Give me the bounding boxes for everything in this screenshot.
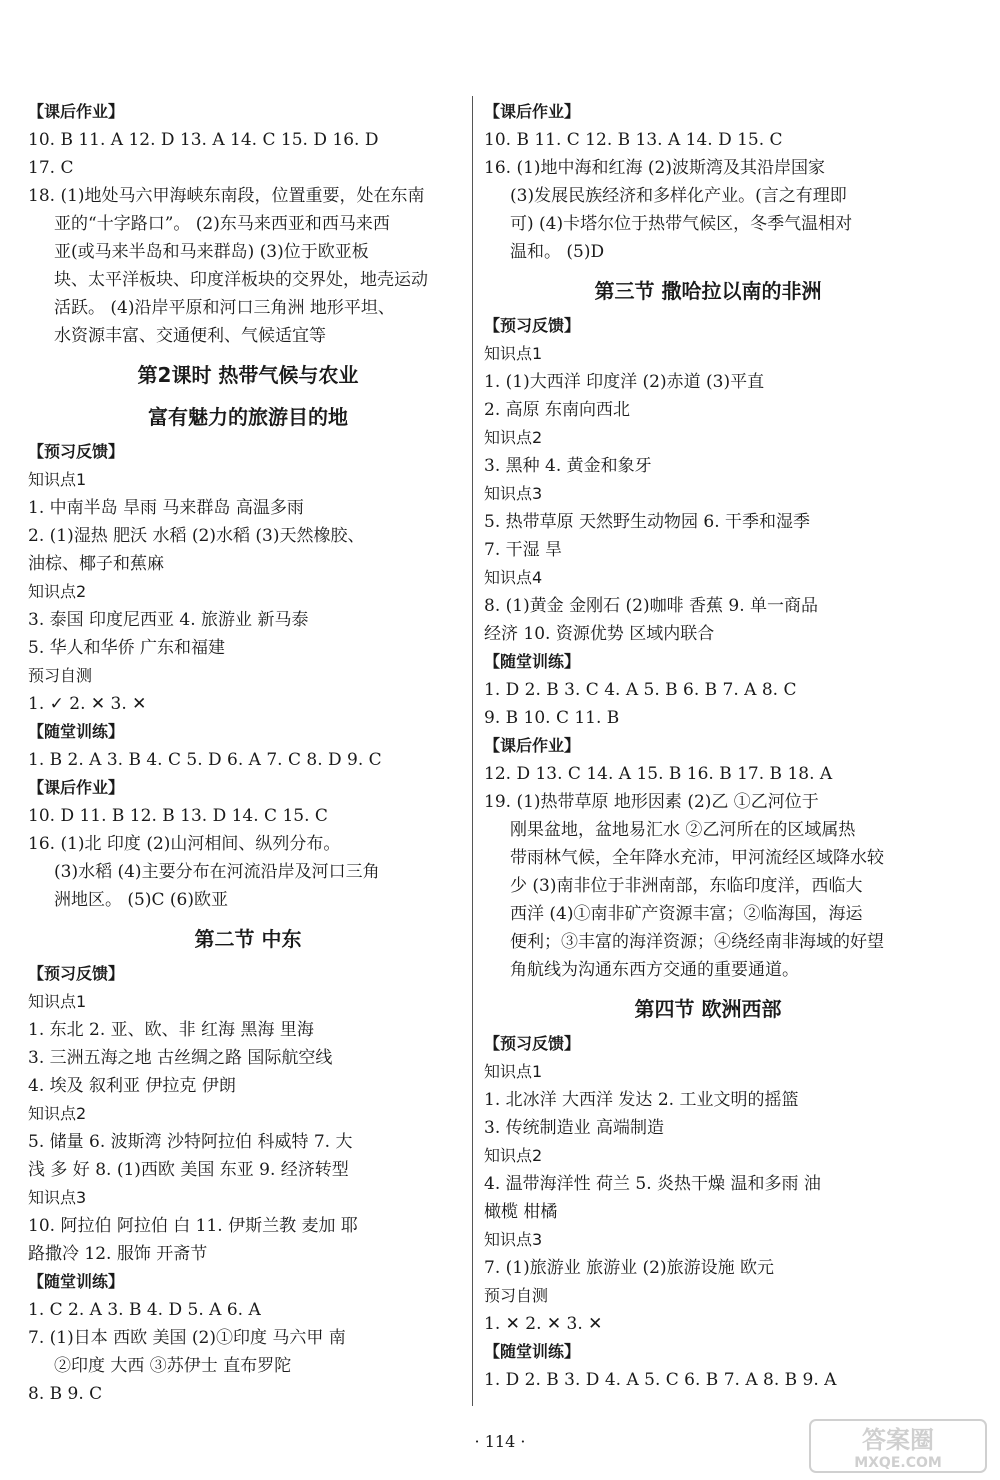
answer-line: 1. 北冰洋 大西洋 发达 2. 工业文明的摇篮	[484, 1090, 799, 1110]
section-label: 【预习反馈】	[484, 1034, 581, 1053]
section-label: 【预习反馈】	[28, 442, 125, 461]
answer-line-wrap: 浅 多 好 8. (1)西欧 美国 东亚 9. 经济转型	[28, 1160, 349, 1180]
answer-line: 3. 三洲五海之地 古丝绸之路 国际航空线	[28, 1048, 333, 1068]
left-column	[28, 98, 468, 1408]
subsection-label: 知识点3	[28, 1188, 87, 1207]
section-label: 【随堂训练】	[484, 652, 581, 671]
answer-line: 10. B 11. A 12. D 13. A 14. C 15. D 16. D	[28, 130, 379, 150]
answer-line: 1. C 2. A 3. B 4. D 5. A 6. A	[28, 1300, 261, 1320]
answer-line: 5. 热带草原 天然野生动物园 6. 干季和湿季	[484, 512, 811, 532]
answer-line: 4. 温带海洋性 荷兰 5. 炎热干燥 温和多雨 油	[484, 1174, 821, 1194]
answer-line: 1. ✓ 2. ✕ 3. ✕	[28, 694, 147, 714]
answer-line-continued: (3)发展民族经济和多样化产业。(言之有理即	[510, 186, 847, 206]
subsection-label: 知识点1	[28, 992, 87, 1011]
answer-line-continued: 刚果盆地，盆地易汇水 ②乙河所在的区域属热	[510, 820, 856, 840]
watermark-logo	[808, 1418, 988, 1474]
answer-line-wrap: 路撒冷 12. 服饰 开斋节	[28, 1244, 208, 1264]
answer-line-continued: 角航线为沟通东西方交通的重要通道。	[510, 960, 799, 980]
answer-line: 16. (1)地中海和红海 (2)波斯湾及其沿岸国家	[484, 158, 826, 178]
section-label: 【随堂训练】	[484, 1342, 581, 1361]
subsection-label: 预习自测	[484, 1286, 549, 1305]
answer-line-continued: 活跃。 (4)沿岸平原和河口三角洲 地形平坦、	[54, 298, 395, 318]
right-column	[484, 98, 932, 1394]
answer-line: 3. 黑种 4. 黄金和象牙	[484, 456, 652, 476]
answer-line-continued: 水资源丰富、交通便利、气候适宜等	[54, 326, 326, 346]
answer-line: 4. 埃及 叙利亚 伊拉克 伊朗	[28, 1076, 236, 1096]
watermark-site: MXQE.COM	[854, 1455, 942, 1471]
answer-line: 10. D 11. B 12. B 13. D 14. C 15. C	[28, 806, 328, 826]
section-heading: 第三节 撒哈拉以南的非洲	[594, 279, 822, 303]
answer-line-continued: 块、太平洋板块、印度洋板块的交界处，地壳运动	[54, 270, 428, 290]
subsection-label: 知识点2	[484, 1146, 543, 1165]
subsection-label: 知识点3	[484, 484, 543, 503]
answer-line: 18. (1)地处马六甲海峡东南段，位置重要，处在东南	[28, 186, 425, 206]
answer-line: 10. B 11. C 12. B 13. A 14. D 15. C	[484, 130, 783, 150]
answer-line: 5. 华人和华侨 广东和福建	[28, 638, 226, 658]
watermark-text: 答案圈	[862, 1426, 934, 1454]
section-heading: 第二节 中东	[194, 927, 302, 951]
watermark-logo-graphic	[808, 1418, 988, 1474]
section-heading: 第2课时 热带气候与农业	[137, 363, 359, 387]
answer-line: 19. (1)热带草原 地形因素 (2)乙 ①乙河位于	[484, 792, 819, 812]
answer-line: 2. 高原 东南向西北	[484, 400, 631, 420]
answer-line-continued: 温和。 (5)D	[510, 242, 605, 262]
answer-line: 2. (1)湿热 肥沃 水稻 (2)水稻 (3)天然橡胶、	[28, 526, 365, 546]
answer-line-wrap: 橄榄 柑橘	[484, 1202, 558, 1222]
answer-line-continued: 便利；③丰富的海洋资源；④绕经南非海域的好望	[510, 932, 884, 952]
answer-line: 7. 干湿 旱	[484, 540, 563, 560]
answer-line-wrap: 油棕、椰子和蕉麻	[28, 554, 164, 574]
answer-line-wrap: 经济 10. 资源优势 区域内联合	[484, 624, 715, 644]
answer-line: 8. (1)黄金 金刚石 (2)咖啡 香蕉 9. 单一商品	[484, 596, 819, 616]
answer-line: 1. B 2. A 3. B 4. C 5. D 6. A 7. C 8. D 9. C	[28, 750, 382, 770]
answer-line-continued: (3)水稻 (4)主要分布在河流沿岸及河口三角	[54, 862, 380, 882]
answer-line: 5. 储量 6. 波斯湾 沙特阿拉伯 科威特 7. 大	[28, 1132, 353, 1152]
answer-line: 1. (1)大西洋 印度洋 (2)赤道 (3)平直	[484, 372, 765, 392]
section-label: 【预习反馈】	[484, 316, 581, 335]
answer-line: 10. 阿拉伯 阿拉伯 白 11. 伊斯兰教 麦加 耶	[28, 1216, 358, 1236]
answer-line-continued: 西洋 (4)①南非矿产资源丰富；②临海国，海运	[510, 904, 863, 924]
answer-line: 3. 泰国 印度尼西亚 4. 旅游业 新马泰	[28, 610, 309, 630]
subsection-label: 知识点1	[28, 470, 87, 489]
answer-line: 16. (1)北 印度 (2)山河相间、纵列分布。	[28, 834, 341, 854]
subsection-label: 知识点1	[484, 1062, 543, 1081]
section-label: 【随堂训练】	[28, 1272, 125, 1291]
answer-line: 1. ✕ 2. ✕ 3. ✕	[484, 1314, 603, 1334]
page-number: · 114 ·	[474, 1432, 526, 1451]
answer-line-continued: 可) (4)卡塔尔位于热带气候区，冬季气温相对	[510, 214, 853, 234]
section-label: 【课后作业】	[484, 102, 581, 121]
section-label: 【课后作业】	[484, 736, 581, 755]
subsection-label: 知识点2	[28, 1104, 87, 1123]
answer-line: 7. (1)旅游业 旅游业 (2)旅游设施 欧元	[484, 1258, 774, 1278]
answer-line: 1. D 2. B 3. D 4. A 5. C 6. B 7. A 8. B 9. A	[484, 1370, 837, 1390]
section-heading: 第四节 欧洲西部	[634, 997, 782, 1021]
section-label: 【课后作业】	[28, 778, 125, 797]
section-label: 【预习反馈】	[28, 964, 125, 983]
subsection-label: 知识点2	[28, 582, 87, 601]
answer-line: 17. C	[28, 158, 74, 178]
answer-line: 8. B 9. C	[28, 1384, 103, 1404]
answer-line-continued: 亚(或马来半岛和马来群岛) (3)位于欧亚板	[54, 242, 369, 262]
answer-line: 1. 中南半岛 旱雨 马来群岛 高温多雨	[28, 498, 304, 518]
answer-line: 1. 东北 2. 亚、欧、非 红海 黑海 里海	[28, 1020, 314, 1040]
answer-line-continued: 亚的“十字路口”。 (2)东马来西亚和西马来西	[54, 214, 390, 234]
subsection-label: 预习自测	[28, 666, 93, 685]
section-heading: 富有魅力的旅游目的地	[148, 405, 348, 429]
answer-line-continued: 洲地区。 (5)C (6)欧亚	[54, 890, 228, 910]
answer-line: 9. B 10. C 11. B	[484, 708, 620, 728]
answer-line: 7. (1)日本 西欧 美国 (2)①印度 马六甲 南	[28, 1328, 346, 1348]
answer-line-continued: ②印度 大西 ③苏伊士 直布罗陀	[54, 1356, 292, 1376]
section-label: 【随堂训练】	[28, 722, 125, 741]
section-label: 【课后作业】	[28, 102, 125, 121]
answer-line-continued: 带雨林气候，全年降水充沛，甲河流经区域降水较	[510, 848, 884, 868]
answer-line: 1. D 2. B 3. C 4. A 5. B 6. B 7. A 8. C	[484, 680, 797, 700]
answer-line-continued: 少 (3)南非位于非洲南部，东临印度洋，西临大	[510, 876, 863, 896]
subsection-label: 知识点3	[484, 1230, 543, 1249]
subsection-label: 知识点2	[484, 428, 543, 447]
answer-line: 3. 传统制造业 高端制造	[484, 1118, 665, 1138]
answer-line: 12. D 13. C 14. A 15. B 16. B 17. B 18. A	[484, 764, 833, 784]
column-divider	[472, 96, 473, 1406]
subsection-label: 知识点4	[484, 568, 543, 587]
subsection-label: 知识点1	[484, 344, 543, 363]
